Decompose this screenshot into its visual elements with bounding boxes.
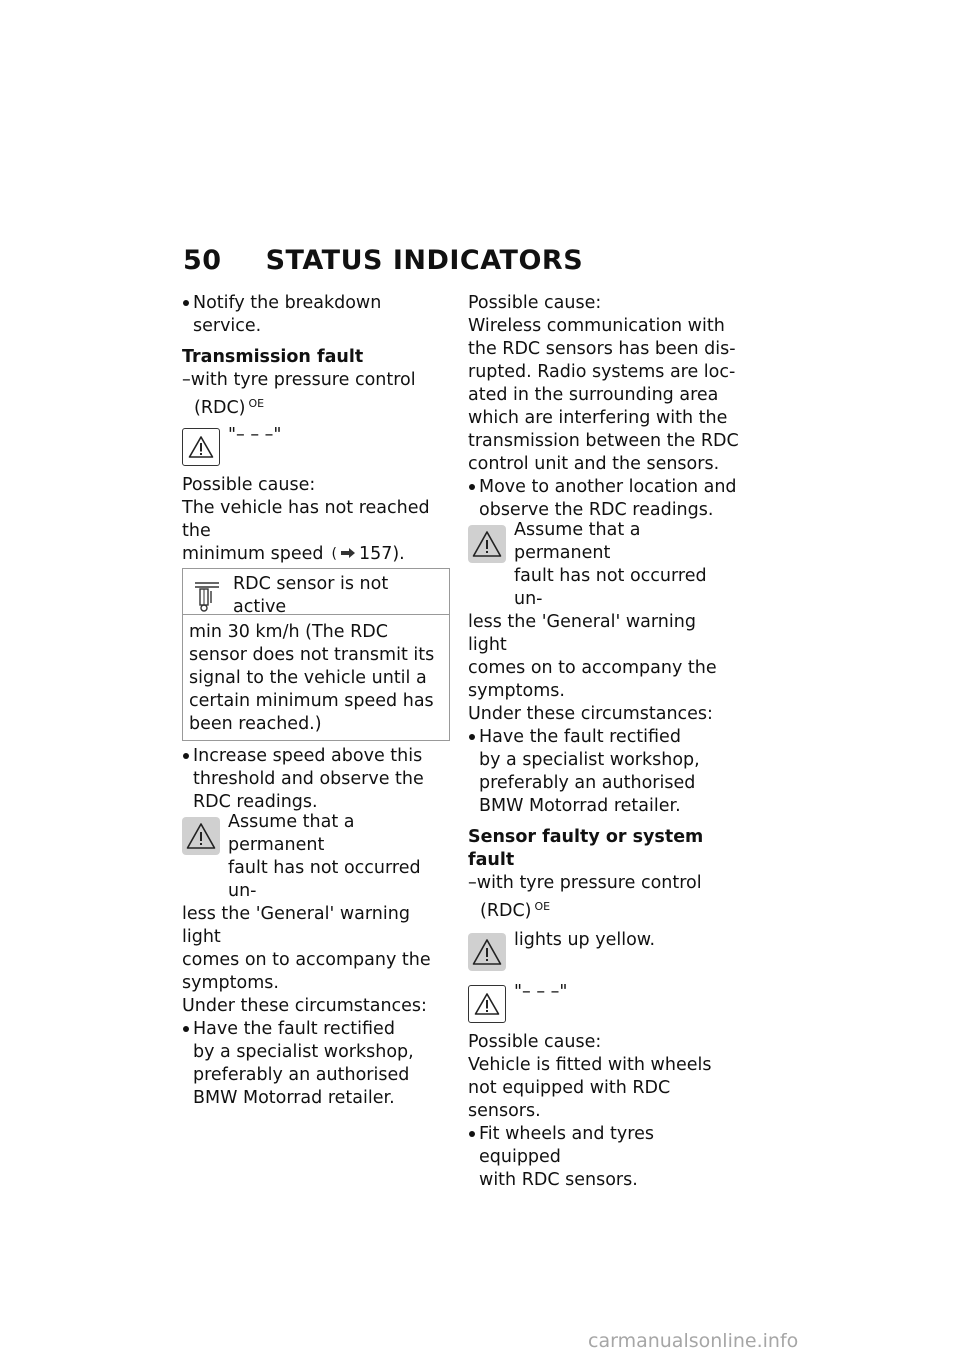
- indicator-row: [182, 425, 452, 466]
- list-item: Have the fault rectified: [182, 1018, 452, 1041]
- page-number: 50: [183, 244, 222, 276]
- cause-text: sensors.: [468, 1101, 541, 1121]
- general-warning-yellow-icon: [468, 933, 506, 971]
- cause-label: Possible cause:: [182, 475, 316, 495]
- page-header: [183, 240, 583, 280]
- warning-triangle-icon: [182, 817, 220, 855]
- note-line: symptoms.: [468, 681, 565, 701]
- left-column: [182, 292, 452, 1110]
- equipment-note: –with tyre pressure control: [468, 873, 702, 893]
- note-line: comes on to accompany the: [182, 950, 431, 970]
- list-item-cont: preferably an authorised: [479, 773, 696, 793]
- watermark: carmanualsonline.info: [588, 1330, 799, 1352]
- list-item-cont: with RDC sensors.: [479, 1170, 638, 1190]
- list-item-cont: RDC readings.: [193, 792, 318, 812]
- list-item: Increase speed above this: [182, 745, 452, 768]
- cause-text: The vehicle has not reached the: [182, 498, 430, 541]
- rdc-table-head-text: RDC sensor is not active: [233, 574, 389, 617]
- list-item-cont: threshold and observe the: [193, 769, 424, 789]
- note-line: Assume that a permanent: [228, 812, 355, 855]
- page-reference[interactable]: 157).: [358, 544, 405, 564]
- cause-label: Possible cause:: [468, 293, 602, 313]
- rdc-table-header: [183, 569, 449, 615]
- cause-text: Vehicle is fitted with wheels: [468, 1055, 712, 1075]
- section-heading-sensor-fault: Sensor faulty or system fault: [468, 827, 704, 870]
- note-line: less the 'General' warning light: [468, 612, 696, 655]
- cause-text: ated in the surrounding area: [468, 385, 719, 405]
- list-item-cont: by a specialist workshop,: [193, 1042, 414, 1062]
- note-line: less the 'General' warning light: [182, 904, 410, 947]
- cause-text: Wireless communication with: [468, 316, 725, 336]
- list-item: Have the fault rectified: [468, 726, 740, 749]
- warning-triangle-icon: [468, 525, 506, 563]
- cause-text: which are interfering with the: [468, 408, 728, 428]
- cause-text: rupted. Radio systems are loc-: [468, 362, 736, 382]
- list-item: Fit wheels and tyres equipped: [468, 1123, 740, 1169]
- equipment-note-rdc: (RDC) $^{OE}$: [480, 900, 551, 921]
- cause-text: not equipped with RDC: [468, 1078, 671, 1098]
- cause-text: transmission between the RDC: [468, 431, 739, 451]
- note-line: Under these circumstances:: [468, 704, 713, 724]
- display-reading: "– – –": [514, 982, 568, 1002]
- note-line: Assume that a permanent: [514, 520, 641, 563]
- warning-note: [182, 812, 452, 1018]
- rdc-status-table: [182, 568, 450, 741]
- indicator-row: [468, 982, 740, 1023]
- cause-label: Possible cause:: [468, 1032, 602, 1052]
- oe-marker: OE: [248, 397, 265, 410]
- general-warning-icon: [182, 428, 220, 466]
- note-line: symptoms.: [182, 973, 279, 993]
- list-item-cont: BMW Motorrad retailer.: [479, 796, 681, 816]
- equipment-note: –with tyre pressure control: [182, 370, 416, 390]
- list-item-cont: preferably an authorised: [193, 1065, 410, 1085]
- oe-marker: OE: [534, 900, 551, 913]
- note-line: fault has not occurred un-: [514, 566, 707, 609]
- general-warning-icon: [468, 985, 506, 1023]
- section-heading-transmission-fault: Transmission fault: [182, 347, 364, 367]
- equipment-note-rdc: (RDC) $^{OE}$: [194, 397, 265, 418]
- cause-text: the RDC sensors has been dis-: [468, 339, 736, 359]
- list-item: Notify the breakdown service.: [182, 292, 452, 338]
- display-reading: "– – –": [228, 425, 282, 445]
- right-column: [468, 292, 740, 1192]
- cause-text: control unit and the sensors.: [468, 454, 720, 474]
- rdc-sensor-icon: [189, 575, 225, 613]
- note-line: Under these circumstances:: [182, 996, 427, 1016]
- rdc-table-body: min 30 km/h (The RDC sensor does not transmit its signal to the vehicle until a certain minimum speed has been reached.): [189, 622, 435, 734]
- list-item-cont: observe the RDC readings.: [479, 500, 714, 520]
- list-item-cont: BMW Motorrad retailer.: [193, 1088, 395, 1108]
- indicator-row: [468, 930, 740, 971]
- list-item: Move to another location and: [468, 476, 740, 499]
- indicator-description: lights up yellow.: [514, 930, 656, 950]
- chapter-title: STATUS INDICATORS: [265, 244, 584, 276]
- page-ref-arrow-icon: (: [331, 543, 354, 566]
- note-line: comes on to accompany the: [468, 658, 717, 678]
- warning-note: [468, 520, 740, 726]
- list-item-cont: by a specialist workshop,: [479, 750, 700, 770]
- cause-text-2: minimum speed ( 157).: [182, 544, 405, 564]
- note-line: fault has not occurred un-: [228, 858, 421, 901]
